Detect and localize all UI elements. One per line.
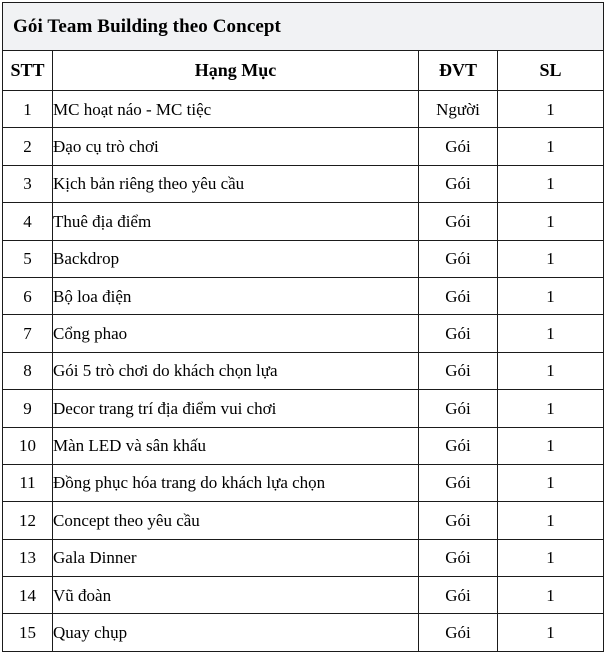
- cell-unit: Gói: [419, 128, 498, 165]
- table-row: [3, 240, 604, 277]
- table-title-row: [3, 3, 604, 51]
- cell-item: Thuê địa điểm: [53, 203, 419, 240]
- table-row: [3, 91, 604, 128]
- cell-item: Đồng phục hóa trang do khách lựa chọn: [53, 464, 419, 501]
- cell-unit: Gói: [419, 614, 498, 651]
- cell-qty: 1: [498, 577, 604, 614]
- cell-item: Kịch bản riêng theo yêu cầu: [53, 165, 419, 202]
- cell-stt: 9: [3, 390, 53, 427]
- cell-qty: 1: [498, 352, 604, 389]
- cell-unit: Gói: [419, 277, 498, 314]
- table-row: [3, 315, 604, 352]
- cell-item: Concept theo yêu cầu: [53, 502, 419, 539]
- cell-qty: 1: [498, 165, 604, 202]
- cell-unit: Gói: [419, 502, 498, 539]
- cell-qty: 1: [498, 240, 604, 277]
- cell-qty: 1: [498, 91, 604, 128]
- cell-stt: 14: [3, 577, 53, 614]
- table-row: [3, 203, 604, 240]
- column-header-unit: ĐVT: [419, 51, 498, 91]
- cell-qty: 1: [498, 128, 604, 165]
- team-building-package-table: [2, 2, 604, 652]
- cell-stt: 6: [3, 277, 53, 314]
- cell-qty: 1: [498, 315, 604, 352]
- cell-item: Cổng phao: [53, 315, 419, 352]
- cell-unit: Gói: [419, 390, 498, 427]
- cell-item: Bộ loa điện: [53, 277, 419, 314]
- cell-stt: 15: [3, 614, 53, 651]
- cell-item: Backdrop: [53, 240, 419, 277]
- table-title: Gói Team Building theo Concept: [3, 3, 604, 51]
- cell-unit: Gói: [419, 577, 498, 614]
- cell-qty: 1: [498, 390, 604, 427]
- cell-item: Decor trang trí địa điểm vui chơi: [53, 390, 419, 427]
- table-row: [3, 427, 604, 464]
- column-header-stt: STT: [3, 51, 53, 91]
- cell-unit: Gói: [419, 539, 498, 576]
- cell-unit: Gói: [419, 203, 498, 240]
- column-header-row: [3, 51, 604, 91]
- table-row: [3, 277, 604, 314]
- table-row: [3, 539, 604, 576]
- table-row: [3, 352, 604, 389]
- cell-item: Đạo cụ trò chơi: [53, 128, 419, 165]
- cell-stt: 10: [3, 427, 53, 464]
- cell-item: MC hoạt náo - MC tiệc: [53, 91, 419, 128]
- table-row: [3, 128, 604, 165]
- cell-stt: 1: [3, 91, 53, 128]
- cell-item: Vũ đoàn: [53, 577, 419, 614]
- cell-stt: 3: [3, 165, 53, 202]
- table-row: [3, 464, 604, 501]
- cell-stt: 2: [3, 128, 53, 165]
- cell-unit: Người: [419, 91, 498, 128]
- cell-stt: 13: [3, 539, 53, 576]
- cell-stt: 8: [3, 352, 53, 389]
- cell-qty: 1: [498, 203, 604, 240]
- table-body: [3, 91, 604, 652]
- cell-qty: 1: [498, 614, 604, 651]
- cell-stt: 5: [3, 240, 53, 277]
- cell-qty: 1: [498, 277, 604, 314]
- cell-unit: Gói: [419, 165, 498, 202]
- cell-stt: 7: [3, 315, 53, 352]
- table-row: [3, 502, 604, 539]
- cell-qty: 1: [498, 427, 604, 464]
- table-head: [3, 3, 604, 91]
- cell-item: Gói 5 trò chơi do khách chọn lựa: [53, 352, 419, 389]
- cell-item: Gala Dinner: [53, 539, 419, 576]
- column-header-item: Hạng Mục: [53, 51, 419, 91]
- cell-stt: 12: [3, 502, 53, 539]
- cell-unit: Gói: [419, 315, 498, 352]
- cell-unit: Gói: [419, 427, 498, 464]
- cell-item: Màn LED và sân khấu: [53, 427, 419, 464]
- table-row: [3, 165, 604, 202]
- cell-stt: 4: [3, 203, 53, 240]
- cell-unit: Gói: [419, 240, 498, 277]
- cell-qty: 1: [498, 539, 604, 576]
- table-row: [3, 390, 604, 427]
- cell-item: Quay chụp: [53, 614, 419, 651]
- table-row: [3, 614, 604, 651]
- cell-qty: 1: [498, 502, 604, 539]
- cell-stt: 11: [3, 464, 53, 501]
- cell-unit: Gói: [419, 352, 498, 389]
- column-header-qty: SL: [498, 51, 604, 91]
- table-row: [3, 577, 604, 614]
- cell-unit: Gói: [419, 464, 498, 501]
- cell-qty: 1: [498, 464, 604, 501]
